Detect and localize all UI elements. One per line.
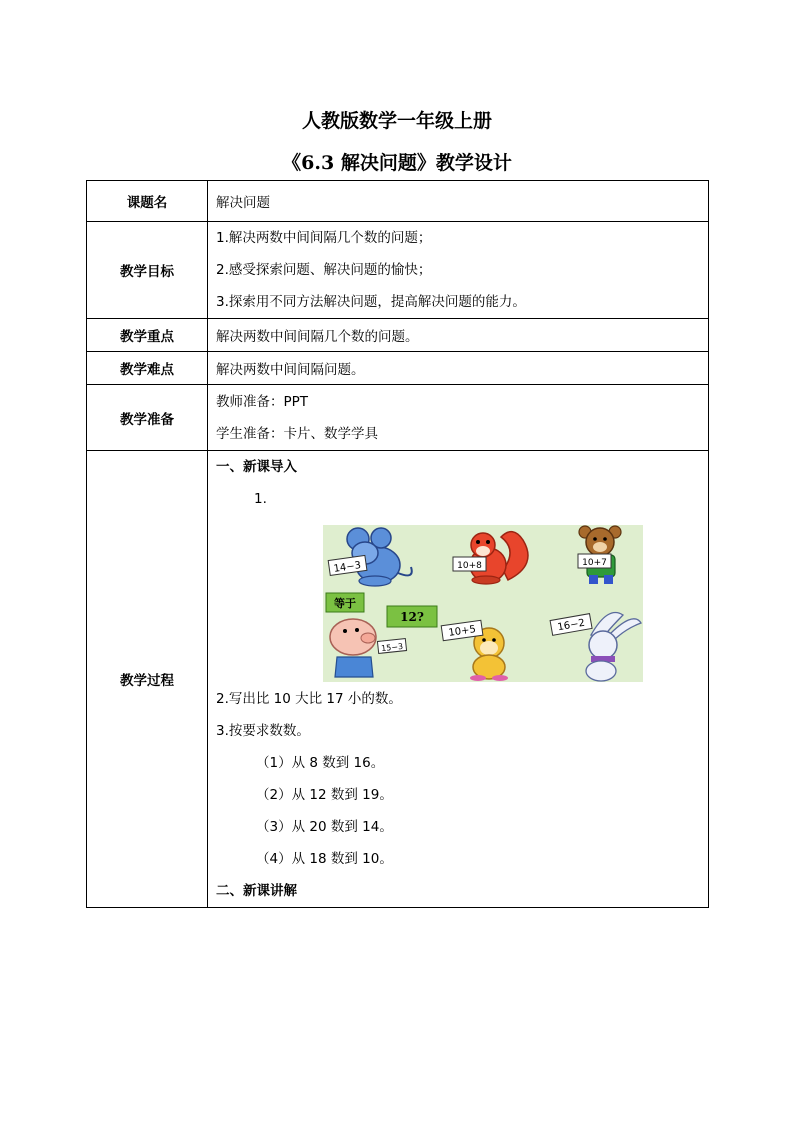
pig-icon [330,619,376,677]
row-key [87,319,709,352]
label-goals: 教学目标 [87,222,208,319]
goal-item: 3.探索用不同方法解决问题，提高解决问题的能力。 [216,294,526,310]
count-item: （2）从 12 数到 19。 [256,787,393,803]
card-bear-text: 10+7 [582,558,607,568]
value-prep [208,385,709,451]
value-key: 解决两数中间间隔几个数的问题。 [208,319,709,352]
card-rabbit-text: 16−2 [556,617,586,634]
lesson-plan-table [86,180,709,908]
row-difficulty [87,352,709,385]
doc-subtitle: 《6.3 解决问题》教学设计 [282,152,512,174]
count-item: （4）从 18 数到 10。 [256,851,393,867]
doc-title: 人教版数学一年级上册 [301,110,492,132]
row-goals [87,222,709,319]
value-process [208,451,709,908]
value-goals [208,222,709,319]
card-mouse-text: 14−3 [332,560,362,575]
row-process [87,451,709,908]
sign-equals-text: 等于 [334,597,356,610]
sign-answer-text: 12? [400,610,424,624]
process-item: 1. [254,491,267,507]
value-difficulty: 解决两数中间间隔问题。 [208,352,709,385]
card-squirrel-text: 10+8 [457,561,482,571]
goal-item: 1.解决两数中间间隔几个数的问题； [216,230,432,246]
goal-item: 2.感受探索问题、解决问题的愉快； [216,262,432,278]
label-topic: 课题名 [87,181,208,222]
section-heading: 一、新课导入 [216,459,297,475]
value-topic: 解决问题 [208,181,709,222]
prep-item: 学生准备：卡片、数学学具 [216,425,378,442]
label-key: 教学重点 [87,319,208,352]
label-process: 教学过程 [87,451,208,908]
label-difficulty: 教学难点 [87,352,208,385]
card-monkey-text: 10+5 [447,624,477,639]
intro-picture [216,515,708,683]
prep-item: 教师准备：PPT [216,393,309,410]
label-prep: 教学准备 [87,385,208,451]
animal-cards-picture [323,525,643,682]
section-heading: 二、新课讲解 [216,883,297,899]
row-topic [87,181,709,222]
card-pig-text: 15−3 [380,641,404,654]
count-item: （1）从 8 数到 16。 [256,755,385,771]
process-item: 3.按要求数数。 [216,723,310,739]
process-item: 2.写出比 10 大比 17 小的数。 [216,691,402,707]
count-item: （3）从 20 数到 14。 [256,819,393,835]
row-prep [87,385,709,451]
